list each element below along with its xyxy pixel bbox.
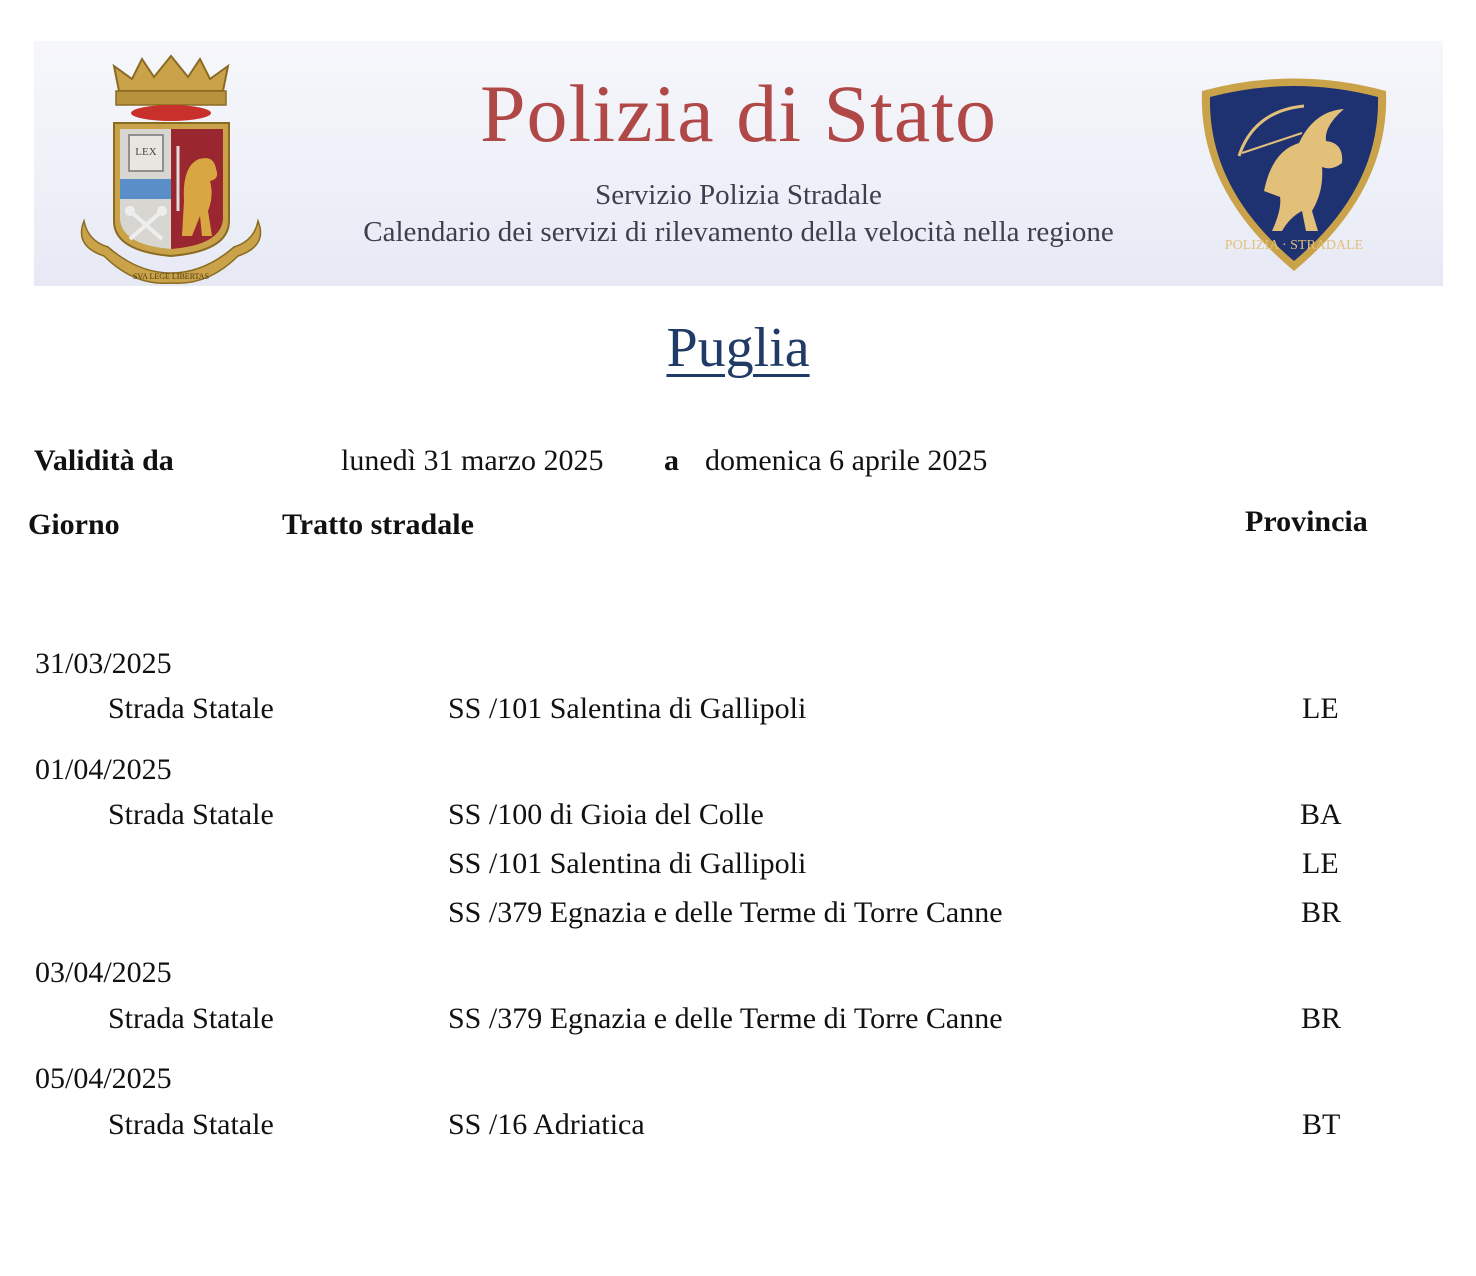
entry-road-type: Strada Statale [108, 692, 274, 725]
header-road: Tratto stradale [282, 508, 474, 541]
banner-subtitle: Servizio Polizia Stradale [595, 179, 882, 211]
validity-to: domenica 6 aprile 2025 [705, 444, 988, 477]
badge-text: POLIZIA · STRADALE [1224, 238, 1364, 253]
entry-province: BR [1301, 896, 1342, 929]
entry-province: BA [1300, 798, 1342, 831]
banner-description: Calendario dei servizi di rilevamento della velocità nella regione [363, 216, 1114, 248]
entry-date: 31/03/2025 [35, 647, 172, 680]
entry-province: BR [1301, 1002, 1342, 1035]
validity-connector: a [664, 444, 679, 477]
crest-motto-text: SVA LEGE LIBERTAS [132, 272, 210, 281]
region-title: Puglia [666, 317, 810, 379]
entry-province: LE [1302, 847, 1339, 880]
entry-road-type: Strada Statale [108, 1108, 274, 1141]
polizia-stradale-badge-icon [1194, 71, 1394, 276]
entry-road: SS /379 Egnazia e delle Terme di Torre Canne [448, 1002, 1003, 1035]
crest-lex-text: LEX [135, 146, 157, 158]
entry-road: SS /16 Adriatica [448, 1108, 645, 1141]
header-banner [34, 41, 1443, 286]
entry-date: 03/04/2025 [35, 956, 172, 989]
validity-label: Validità da [34, 444, 174, 477]
header-province: Provincia [1245, 505, 1368, 538]
entry-date: 01/04/2025 [35, 753, 172, 786]
entry-province: BT [1302, 1108, 1341, 1141]
entry-road-type: Strada Statale [108, 798, 274, 831]
entry-road: SS /101 Salentina di Gallipoli [448, 847, 807, 880]
banner-title: Polizia di Stato [479, 68, 998, 159]
entry-road: SS /100 di Gioia del Colle [448, 798, 764, 831]
entry-province: LE [1302, 692, 1339, 725]
entry-date: 05/04/2025 [35, 1062, 172, 1095]
validity-from: lunedì 31 marzo 2025 [341, 444, 604, 477]
entry-road: SS /379 Egnazia e delle Terme di Torre Canne [448, 896, 1003, 929]
entry-road: SS /101 Salentina di Gallipoli [448, 692, 807, 725]
header-day: Giorno [28, 508, 120, 541]
entry-road-type: Strada Statale [108, 1002, 274, 1035]
